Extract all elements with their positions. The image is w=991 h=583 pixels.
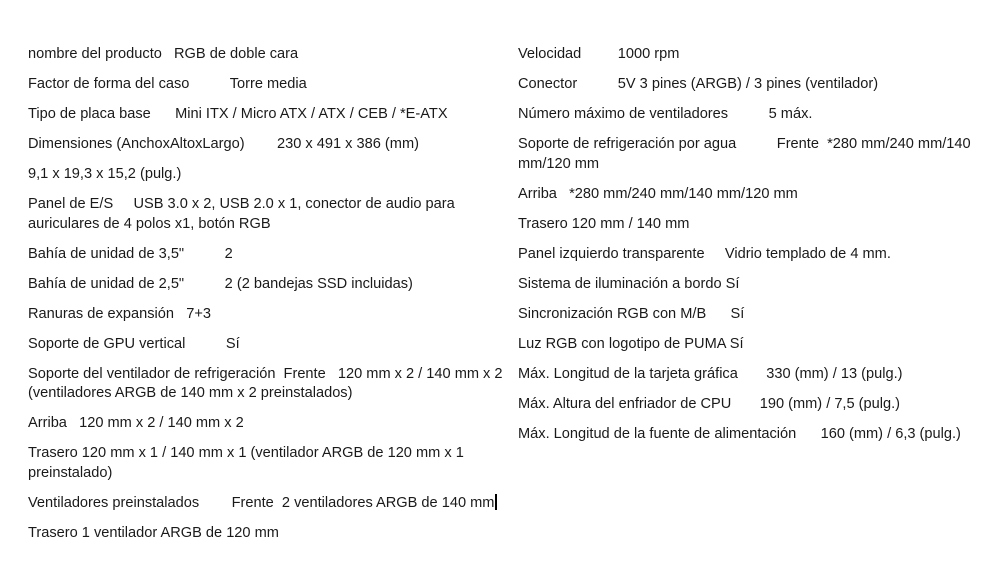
spec-line[interactable]: Máx. Altura del enfriador de CPU 190 (mm) / 7,5 (pulg.) xyxy=(518,395,901,412)
spec-paragraph xyxy=(518,425,971,445)
spec-paragraph xyxy=(518,215,971,235)
spec-line[interactable]: Trasero 1 ventilador ARGB de 120 mm xyxy=(28,524,279,541)
spec-line[interactable]: Panel izquierdo transparente Vidrio templado de 4 mm. xyxy=(518,245,891,262)
spec-line[interactable]: Panel de E/S USB 3.0 x 2, USB 2.0 x 1, conector de audio para xyxy=(28,196,455,212)
spec-line[interactable]: Soporte de GPU vertical Sí xyxy=(28,335,240,352)
spec-line[interactable]: Luz RGB con logotipo de PUMA Sí xyxy=(518,335,744,352)
spec-paragraph xyxy=(518,245,971,265)
spec-line[interactable]: Tipo de placa base Mini ITX / Micro ATX / ATX / CEB / *E-ATX xyxy=(28,106,448,122)
spec-paragraph xyxy=(28,75,503,95)
spec-paragraph xyxy=(28,305,503,325)
spec-line[interactable]: Factor de forma del caso Torre media xyxy=(28,76,307,92)
spec-line[interactable]: preinstalado) xyxy=(28,464,113,481)
spec-line[interactable]: Ranuras de expansión 7+3 xyxy=(28,305,211,322)
spec-column-left xyxy=(28,45,503,554)
spec-paragraph xyxy=(28,275,503,295)
spec-paragraph xyxy=(518,305,971,325)
spec-line[interactable]: Soporte del ventilador de refrigeración Frente 120 mm x 2 / 140 mm x 2 xyxy=(28,365,503,382)
spec-paragraph xyxy=(28,414,503,434)
spec-paragraph xyxy=(28,524,503,544)
spec-line[interactable]: Dimensiones (AnchoxAltoxLargo) 230 x 491 x 386 (mm) xyxy=(28,136,419,152)
spec-line[interactable]: Arriba *280 mm/240 mm/140 mm/120 mm xyxy=(518,185,798,202)
spec-paragraph xyxy=(28,195,503,234)
spec-line[interactable]: nombre del producto RGB de doble cara xyxy=(28,46,299,62)
spec-paragraph xyxy=(518,45,971,65)
spec-paragraph xyxy=(28,444,503,483)
spec-line[interactable]: Velocidad 1000 rpm xyxy=(518,46,680,62)
spec-line[interactable]: Bahía de unidad de 2,5" 2 (2 bandejas SSD incluidas) xyxy=(28,275,413,292)
spec-paragraph xyxy=(518,395,971,415)
spec-line[interactable]: (ventiladores ARGB de 140 mm x 2 preinstalados) xyxy=(28,385,353,401)
spec-line[interactable]: Ventiladores preinstalados Frente 2 ventiladores ARGB de 140 mm xyxy=(28,494,503,514)
spec-paragraph xyxy=(518,365,971,385)
spec-paragraph xyxy=(518,335,971,355)
spec-line[interactable]: Bahía de unidad de 3,5" 2 xyxy=(28,245,233,262)
spec-line[interactable]: auriculares de 4 polos x1, botón RGB xyxy=(28,215,271,232)
spec-line[interactable]: Máx. Longitud de la fuente de alimentación 160 (mm) / 6,3 (pulg.) xyxy=(518,425,961,442)
spec-paragraph xyxy=(518,75,971,95)
spec-line[interactable]: Trasero 120 mm x 1 / 140 mm x 1 (ventilador ARGB de 120 mm x 1 xyxy=(28,445,464,461)
spec-paragraph xyxy=(28,245,503,265)
spec-paragraph xyxy=(28,165,503,185)
spec-paragraph xyxy=(28,105,503,125)
spec-line[interactable]: mm/120 mm xyxy=(518,155,600,172)
spec-line[interactable]: Sincronización RGB con M/B Sí xyxy=(518,305,745,322)
spec-line[interactable]: Soporte de refrigeración por agua Frente *280 mm/240 mm/140 xyxy=(518,136,971,152)
spec-line[interactable]: Número máximo de ventiladores 5 máx. xyxy=(518,106,813,122)
spec-line[interactable]: 9,1 x 19,3 x 15,2 (pulg.) xyxy=(28,166,182,182)
spec-line[interactable]: Sistema de iluminación a bordo Sí xyxy=(518,275,740,292)
spec-column-right xyxy=(518,45,971,455)
spec-paragraph xyxy=(518,185,971,205)
spec-paragraph xyxy=(28,365,503,404)
spec-paragraph xyxy=(28,494,503,514)
spec-line[interactable]: Máx. Longitud de la tarjeta gráfica 330 (mm) / 13 (pulg.) xyxy=(518,365,903,382)
spec-paragraph xyxy=(518,135,971,174)
text-cursor xyxy=(495,494,497,510)
spec-paragraph xyxy=(28,135,503,155)
spec-paragraph xyxy=(518,105,971,125)
spec-line[interactable]: Arriba 120 mm x 2 / 140 mm x 2 xyxy=(28,415,244,431)
spec-line[interactable]: Conector 5V 3 pines (ARGB) / 3 pines (ventilador) xyxy=(518,76,879,92)
spec-paragraph xyxy=(518,275,971,295)
spec-line[interactable]: Trasero 120 mm / 140 mm xyxy=(518,215,690,232)
spec-paragraph xyxy=(28,335,503,355)
spec-paragraph xyxy=(28,45,503,65)
